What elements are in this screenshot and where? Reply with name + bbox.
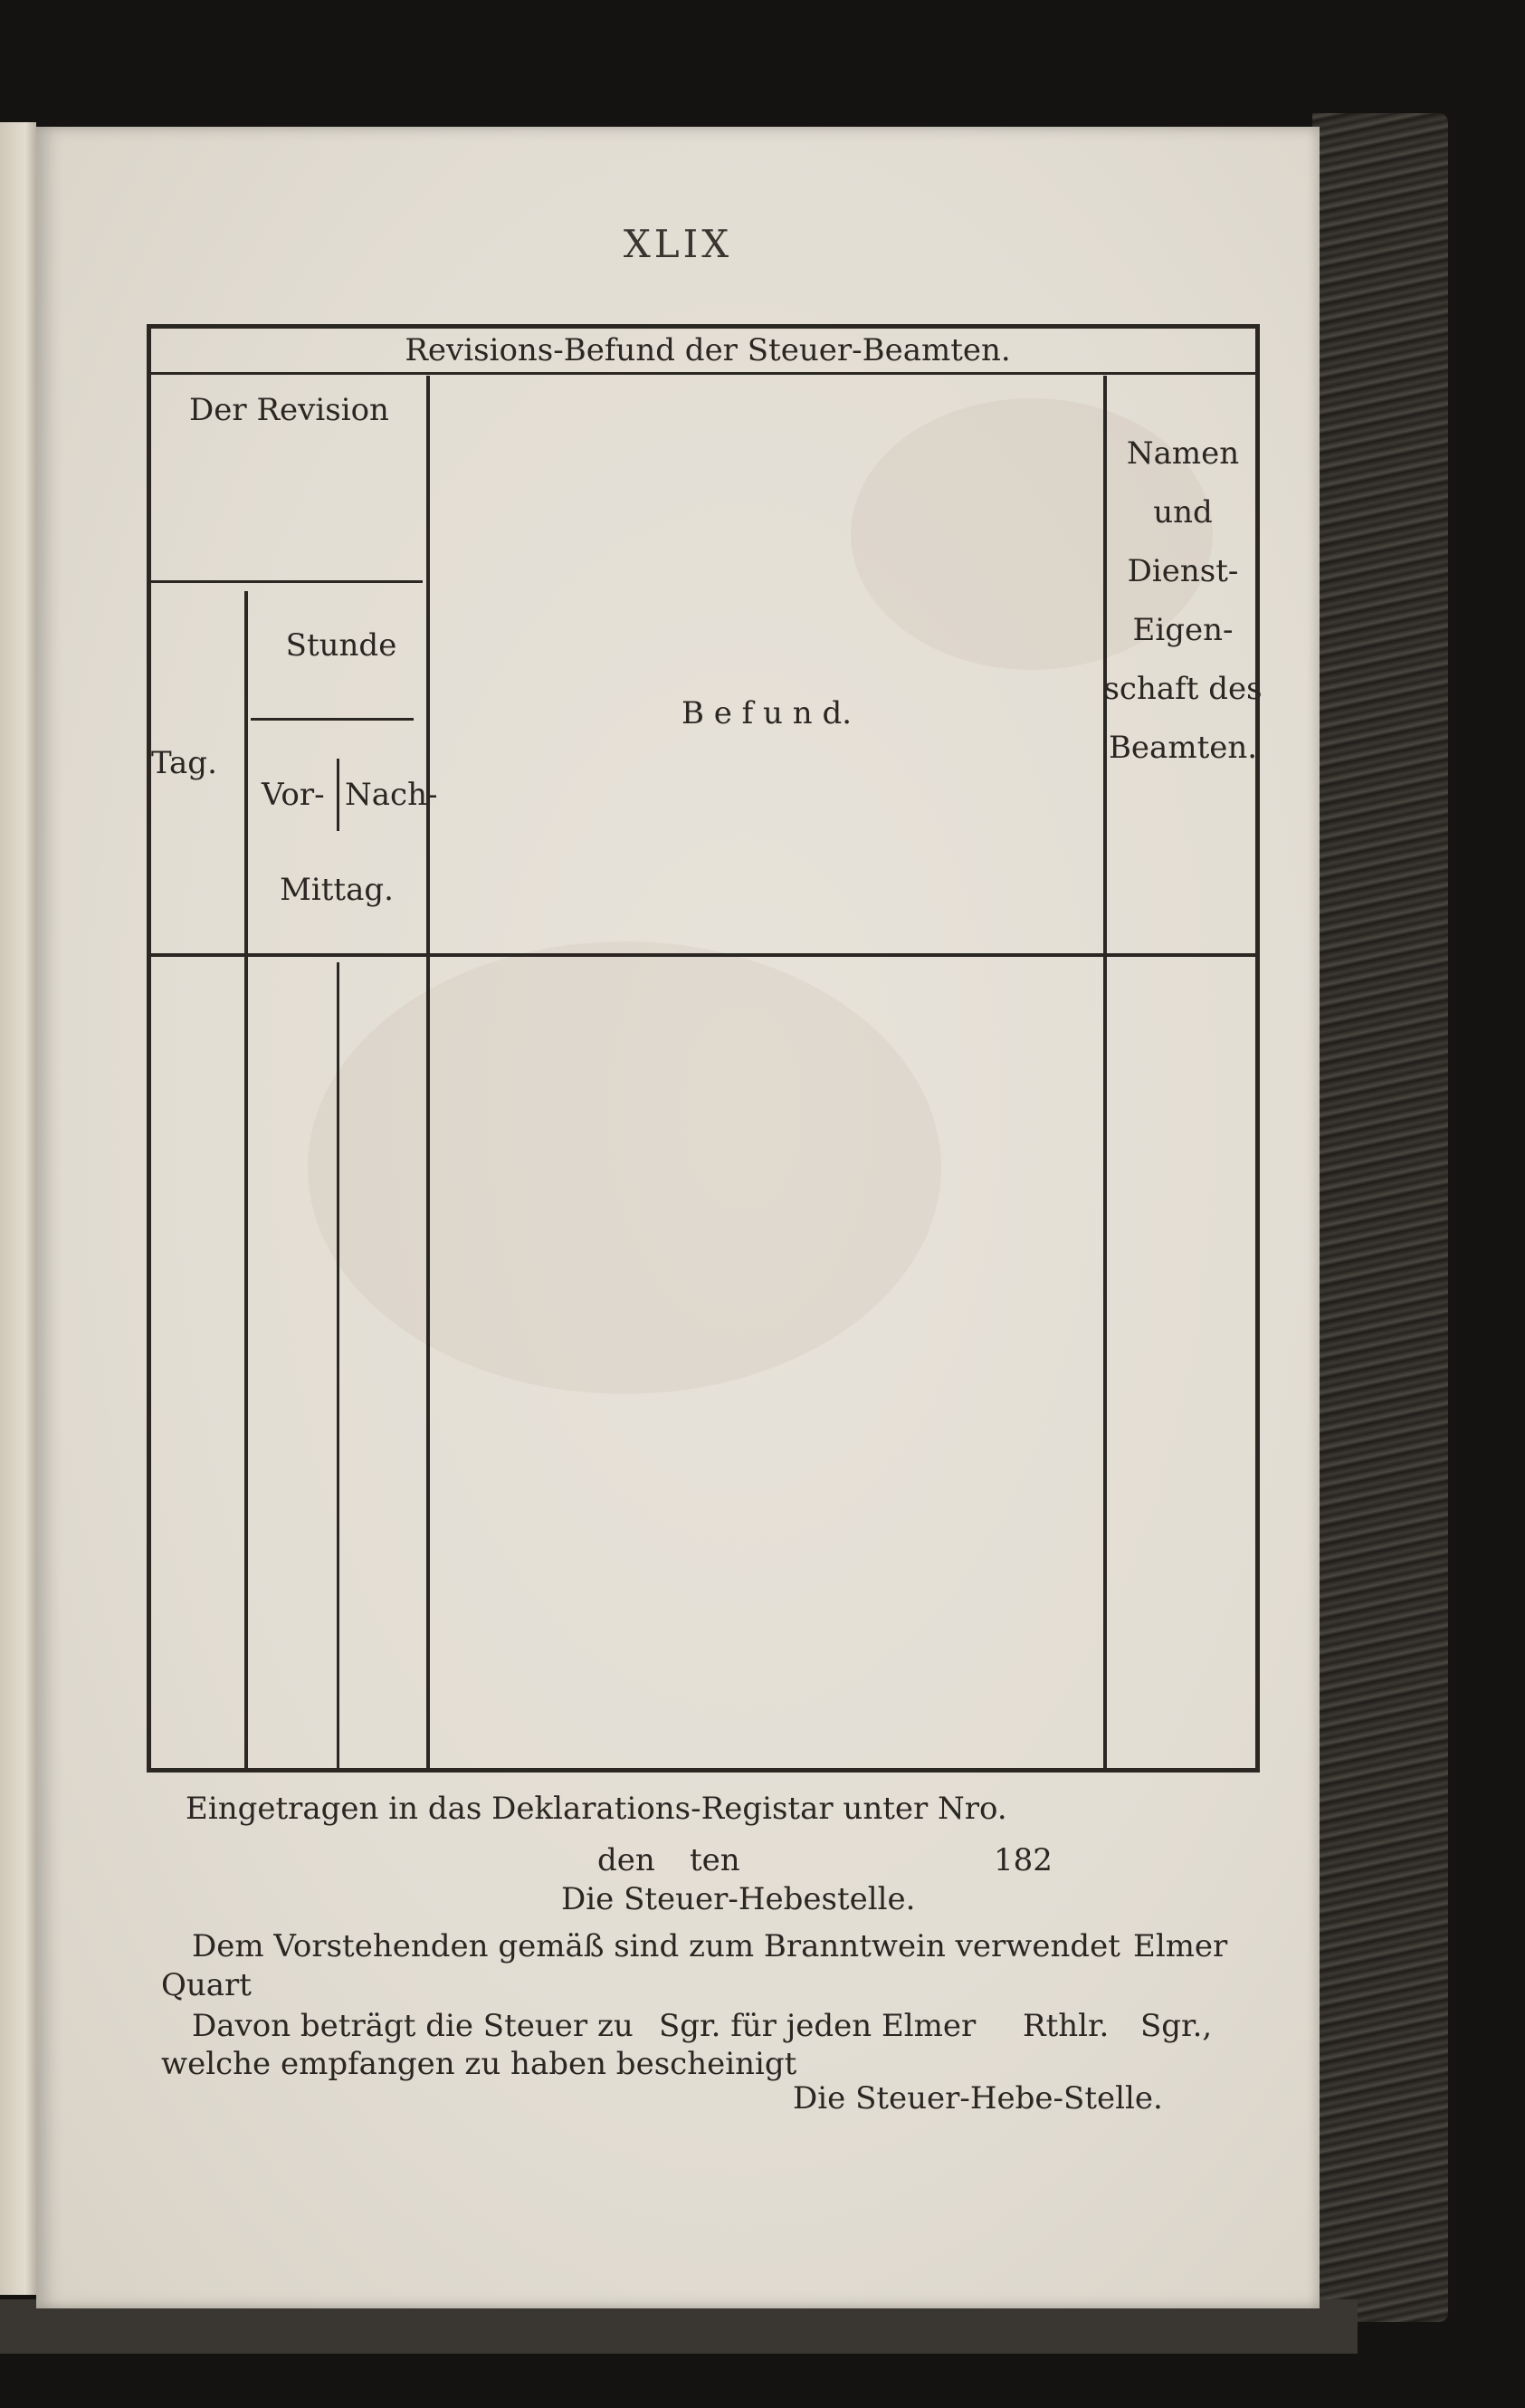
stunde-header: Stunde [285,627,397,664]
verwendet-line: Dem Vorstehenden gemäß sind zum Branntwein verwendet [192,1928,1120,1964]
bescheinigt-line: welche empfangen zu haben bescheinigt [161,2046,797,2082]
namen-header-line: Dienst- [1127,553,1239,589]
page-folio: XLIX [623,222,733,266]
elmer-unit: Elmer [1133,1928,1228,1964]
steuer-line: Davon beträgt die Steuer zu [192,2008,634,2044]
quart-unit: Quart [161,1967,252,2003]
namen-header-line: und [1153,494,1213,530]
tag-column-rule [244,591,248,1768]
namen-header-line: schaft des [1103,671,1263,707]
date-ten: ten [690,1842,740,1878]
signature-line: Die Steuer-Hebe-Stelle. [793,2080,1163,2117]
rthlr-unit: Rthlr. [1023,2008,1110,2044]
revision-rule [151,580,423,583]
stunde-rule [251,718,414,721]
book-spine-edge [1312,113,1448,2322]
date-den: den [597,1842,655,1878]
namen-header-line: Namen [1126,435,1240,472]
book-page [36,127,1320,2308]
mittag-header: Mittag. [280,872,394,908]
date-year: 182 [994,1842,1053,1878]
befund-left-rule [426,376,430,1768]
sgr-end-unit: Sgr., [1140,2008,1213,2044]
eingetragen-line: Eingetragen in das Deklarations-Registar unter Nro. [186,1791,1007,1827]
befund-header: B e f u n d. [681,695,853,731]
table-title: Revisions-Befund der Steuer-Beamten. [405,332,1011,368]
revision-form-table [147,324,1263,1773]
sgr-jeden-line: Sgr. für jeden Elmer [659,2008,977,2044]
header-rule [151,953,1255,957]
hebestelle-line: Die Steuer-Hebestelle. [561,1881,916,1917]
left-page-edge [0,122,36,2295]
title-rule [151,372,1255,375]
revision-header: Der Revision [189,392,389,428]
befund-right-rule [1103,376,1107,1768]
namen-header-line: Beamten. [1108,730,1258,766]
vor-nach-column-rule [337,962,339,1768]
tag-header: Tag. [151,745,217,781]
vor-nach-header-rule [337,759,339,831]
vor-header: Vor- [262,777,325,813]
nach-header: Nach- [345,777,438,813]
namen-header-line: Eigen- [1132,612,1234,648]
